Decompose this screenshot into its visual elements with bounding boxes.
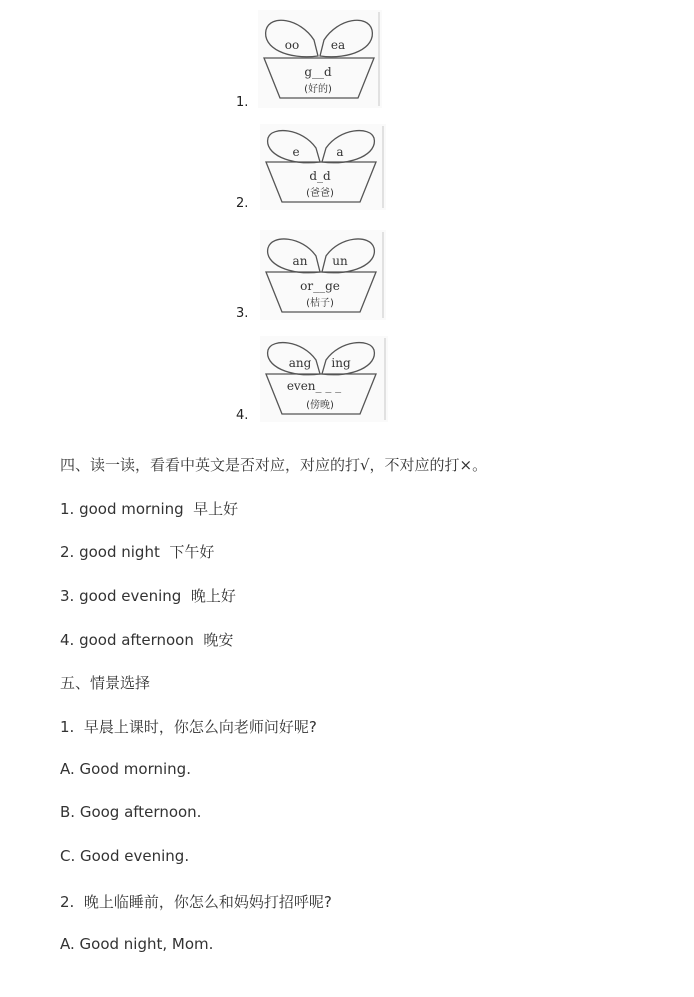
basket-hint: (好的) — [304, 84, 332, 95]
question-1-option-b: B. Goog afternoon. — [60, 803, 202, 821]
basket-word: or__ge — [300, 279, 340, 293]
butterfly-picture — [260, 336, 388, 422]
question-2-option-a: A. Good night, Mom. — [60, 935, 214, 953]
section-4-heading: 四、读一读，看看中英文是否对应，对应的打√，不对应的打×。 — [60, 456, 488, 474]
basket-word: even_ _ _ — [286, 379, 342, 393]
question-1: 1. 早晨上课时，你怎么向老师问好呢? — [60, 718, 317, 736]
section-4-item: 1. good morning 早上好 — [60, 500, 239, 518]
basket-word: g__d — [304, 65, 332, 79]
question-2: 2. 晚上临睡前，你怎么和妈妈打招呼呢? — [60, 893, 332, 911]
left-wing-text: e — [292, 145, 300, 159]
right-wing-text: a — [336, 145, 344, 159]
butterfly-picture — [260, 230, 386, 320]
left-wing-text: an — [292, 254, 308, 268]
basket-hint: (傍晚) — [306, 400, 334, 411]
left-wing-text: ang — [288, 356, 312, 370]
figure-number: 2. — [236, 196, 249, 211]
right-wing-text: ea — [330, 38, 346, 52]
left-wing-text: oo — [284, 38, 300, 52]
basket-hint: (桔子) — [306, 298, 334, 309]
basket-hint: (爸爸) — [306, 188, 334, 199]
right-wing-text: un — [332, 254, 348, 268]
section-5-heading: 五、情景选择 — [60, 674, 151, 692]
question-1-option-a: A. Good morning. — [60, 760, 191, 778]
right-wing-text: ing — [331, 356, 351, 370]
basket-word: d_d — [309, 169, 331, 183]
figure-number: 3. — [236, 306, 249, 321]
section-4-item: 3. good evening 晚上好 — [60, 587, 236, 605]
figure-number: 1. — [236, 95, 249, 110]
question-1-option-c: C. Good evening. — [60, 847, 190, 865]
butterfly-picture — [260, 124, 386, 210]
section-4-item: 2. good night 下午好 — [60, 543, 215, 561]
figure-number: 4. — [236, 408, 249, 423]
section-4-item: 4. good afternoon 晚安 — [60, 631, 234, 649]
butterfly-picture — [258, 10, 382, 108]
